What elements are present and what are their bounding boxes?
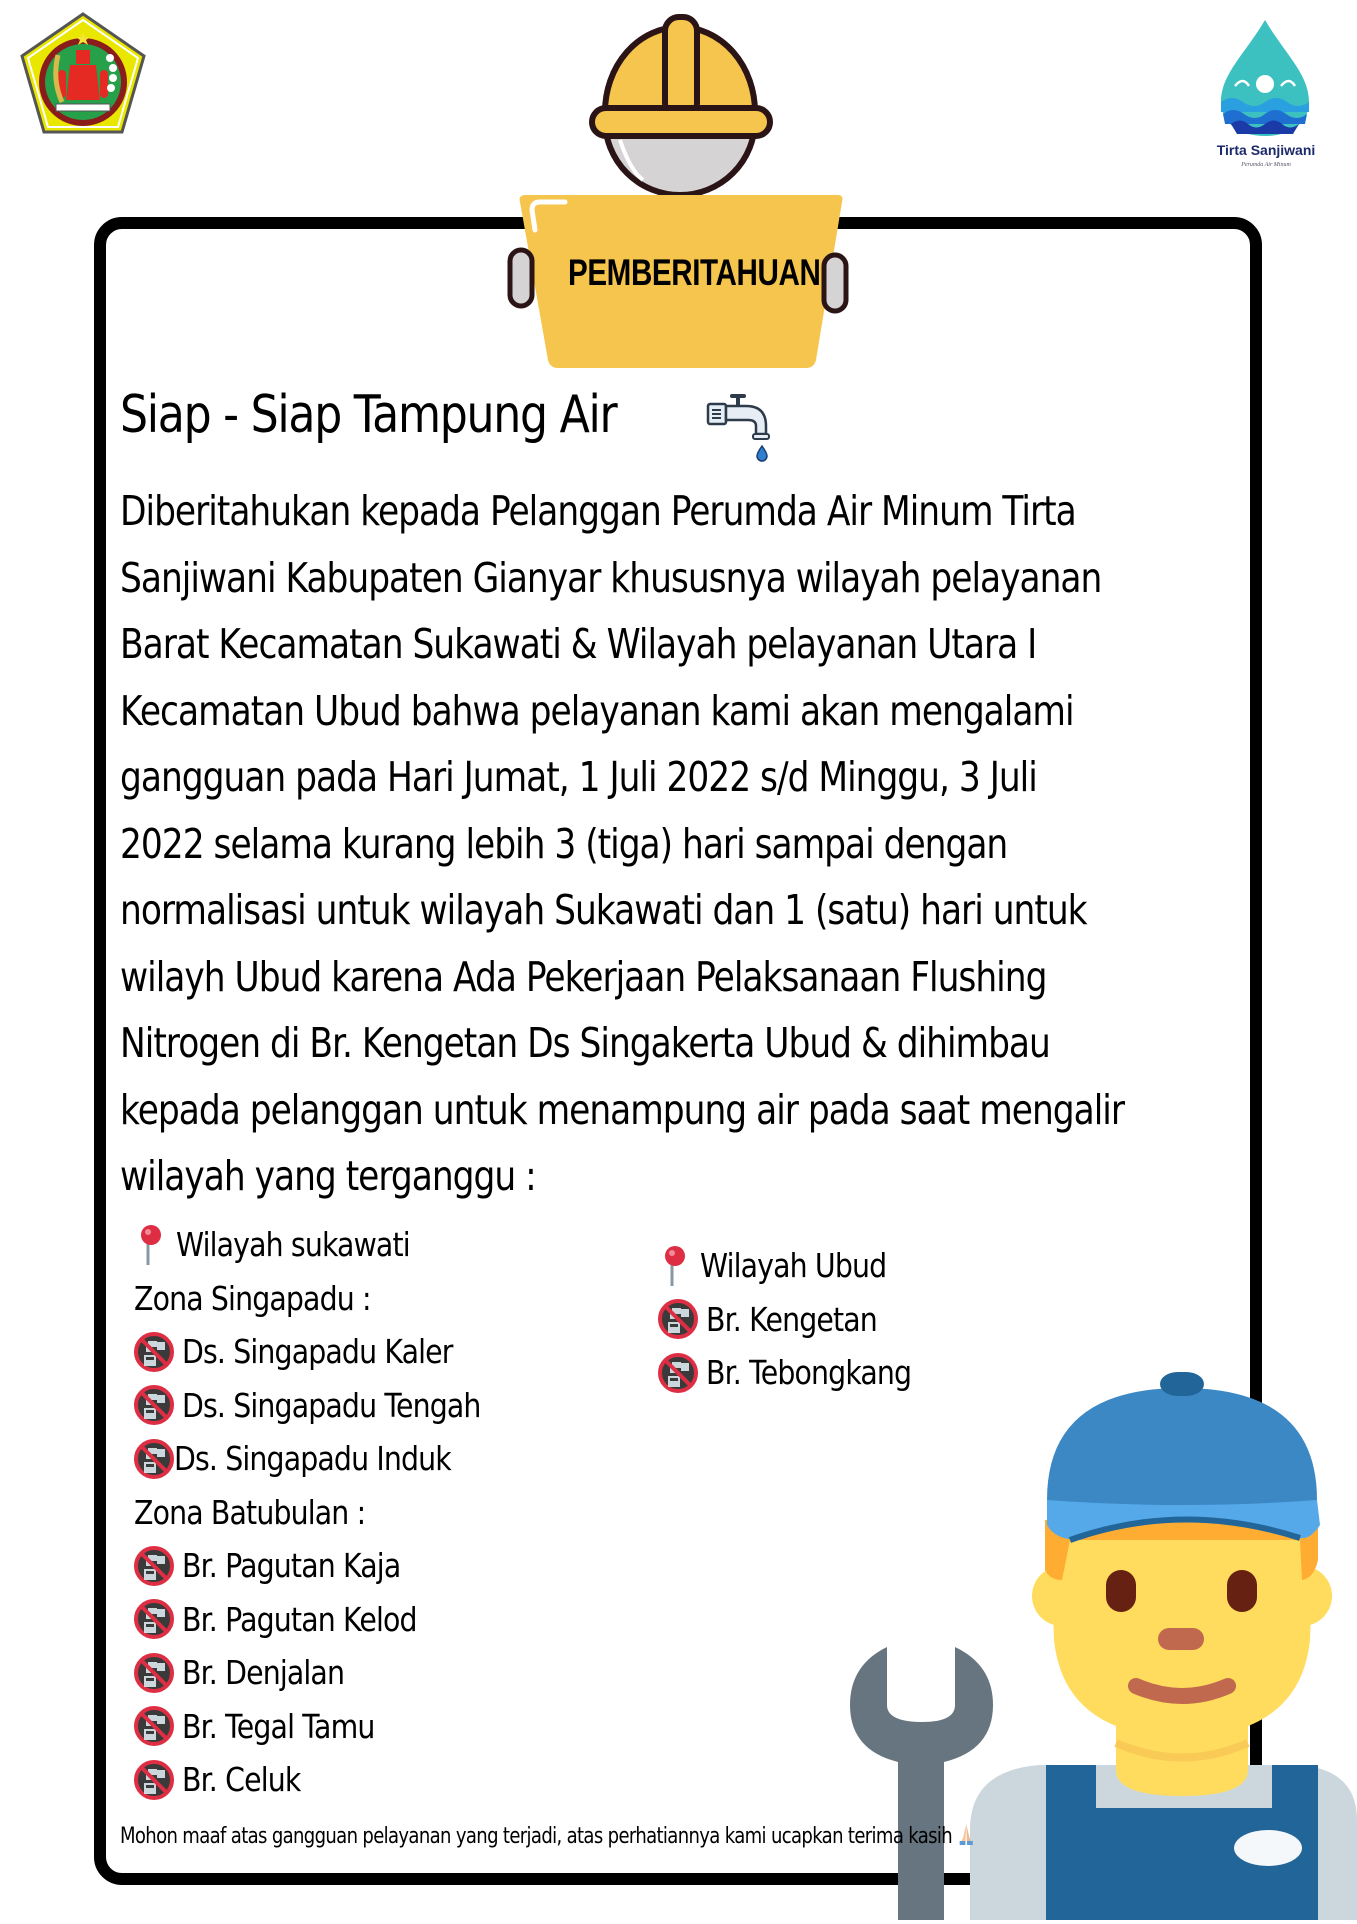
list-item-label: Br. Denjalan <box>182 1653 345 1693</box>
zone-label: Zona Singapadu : <box>134 1278 371 1318</box>
list-item-label: Br. Tebongkang <box>706 1353 912 1393</box>
round-pushpin-icon <box>134 1223 168 1267</box>
brand-subtitle: Perumda Air Minum <box>1241 162 1291 168</box>
body-line: kepada pelanggan untuk menampung air pada saat mengalir <box>120 1085 1125 1134</box>
footer-note <box>120 1822 975 1849</box>
list-item <box>134 1646 654 1700</box>
body-line: Diberitahukan kepada Pelanggan Perumda Air Minum Tirta <box>120 487 1076 535</box>
notice-title: Siap - Siap Tampung Air <box>120 385 617 445</box>
non-potable-water-icon <box>658 1353 698 1393</box>
sukawati-area-list <box>134 1218 654 1807</box>
area-heading <box>134 1218 654 1272</box>
body-line: 2022 selama kurang lebih 3 (tiga) hari sampai dengan <box>120 819 1008 868</box>
list-item <box>134 1379 654 1433</box>
body-line: gangguan pada Hari Jumat, 1 Juli 2022 s/d Minggu, 3 Juli <box>120 753 1037 801</box>
round-pushpin-icon <box>658 1244 692 1288</box>
list-item <box>134 1593 654 1647</box>
zone-heading <box>134 1272 654 1326</box>
list-item-label: Br. Tegal Tamu <box>182 1706 375 1746</box>
non-potable-water-icon <box>134 1760 174 1800</box>
non-potable-water-icon <box>134 1385 174 1425</box>
list-item <box>134 1700 654 1754</box>
non-potable-water-icon <box>134 1546 174 1586</box>
non-potable-water-icon <box>134 1439 174 1479</box>
list-item <box>134 1753 654 1807</box>
zone-heading <box>134 1486 654 1540</box>
zone-label: Zona Batubulan : <box>134 1492 366 1532</box>
body-line: Kecamatan Ubud bahwa pelayanan kami akan mengalami <box>120 686 1074 735</box>
non-potable-water-icon <box>134 1332 174 1372</box>
non-potable-water-icon <box>658 1299 698 1339</box>
list-item-label: Ds. Singapadu Kaler <box>182 1332 453 1372</box>
worker-sign-illustration <box>480 0 880 380</box>
list-item-label: Br. Kengetan <box>706 1299 877 1339</box>
list-item <box>658 1293 978 1347</box>
area-heading-label: Wilayah sukawati <box>176 1225 410 1265</box>
list-item <box>134 1325 654 1379</box>
non-potable-water-icon <box>134 1653 174 1693</box>
non-potable-water-icon <box>134 1706 174 1746</box>
notice-body <box>120 478 1128 1210</box>
body-line: wilayh Ubud karena Ada Pekerjaan Pelaksanaan Flushing <box>120 952 1047 1001</box>
non-potable-water-icon <box>134 1599 174 1639</box>
tirta-sanjiwani-logo <box>1205 14 1325 168</box>
list-item-label: Ds. Singapadu Tengah <box>182 1385 481 1425</box>
banner-label: PEMBERITAHUAN <box>568 252 821 293</box>
list-item-label: Br. Pagutan Kelod <box>182 1599 417 1639</box>
body-line: wilayah yang terganggu : <box>120 1152 536 1200</box>
list-item <box>134 1432 654 1486</box>
water-tap-icon <box>706 390 782 462</box>
area-heading-label: Wilayah Ubud <box>700 1246 887 1286</box>
list-item <box>134 1539 654 1593</box>
list-item-label: Ds. Singapadu Induk <box>174 1439 451 1479</box>
footer-text: Mohon maaf atas gangguan pelayanan yang terjadi, atas perhatiannya kami ucapkan terima kasih <box>120 1824 953 1849</box>
gianyar-emblem-logo <box>18 10 148 138</box>
brand-name: Tirta Sanjiwani <box>1216 142 1316 158</box>
body-line: Nitrogen di Br. Kengetan Ds Singakerta Ubud & dihimbau <box>120 1019 1050 1067</box>
folded-hands-icon <box>957 1822 975 1846</box>
body-line: Sanjiwani Kabupaten Gianyar khususnya wilayah pelayanan <box>120 553 1102 602</box>
area-heading <box>658 1239 978 1293</box>
body-line: normalisasi untuk wilayah Sukawati dan 1 (satu) hari untuk <box>120 886 1087 934</box>
list-item-label: Br. Celuk <box>182 1760 301 1800</box>
body-line: Barat Kecamatan Sukawati & Wilayah pelayanan Utara I <box>120 620 1037 668</box>
water-drop-logo-icon <box>1205 14 1325 138</box>
list-item-label: Br. Pagutan Kaja <box>182 1546 401 1586</box>
